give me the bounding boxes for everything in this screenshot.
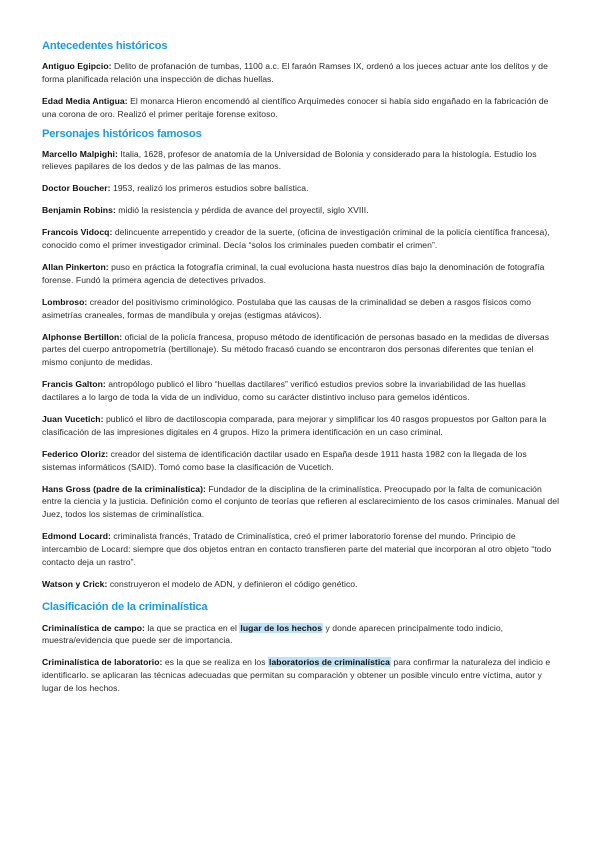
document-page — [42, 40, 560, 704]
paragraph-galton — [42, 378, 560, 404]
definition: El monarca Hieron encomendó al científico Arquímedes conocer si había sido engañado en la fabricación de una corona de oro. Realizó el primer peritaje forense exitoso. — [42, 95, 549, 119]
paragraph-antiguo-egipcio — [42, 60, 560, 86]
definition: Italia, 1628, profesor de anatomía de la Universidad de Bolonia y considerado para la histología. Estudio los relieves papilares de los dedos y de las palmas de las manos. — [42, 148, 537, 172]
term: Allan Pinkerton: — [42, 262, 109, 273]
paragraph-vidocq — [42, 226, 560, 252]
paragraph-vucetich — [42, 413, 560, 439]
term: Francois Vidocq: — [42, 227, 113, 238]
term: Criminalística de campo: — [42, 622, 145, 633]
paragraph-gross — [42, 483, 560, 521]
term: Edmond Locard: — [42, 531, 111, 542]
definition-start: es la que se realiza en los — [162, 657, 269, 668]
definition: midió la resistencia y pérdida de avance del proyectil, siglo XVIII. — [115, 205, 369, 216]
definition: creador del positivismo criminológico. Postulaba que las causas de la criminalidad se deben a rasgos físicos como asimetrías craneales, formas de mandíbula y orejas (estigmas atávicos). — [42, 296, 532, 320]
definition-end: y donde aparecen principalmente todo indicio, muestra/evidencia que puede ser de importancia. — [42, 622, 504, 646]
paragraph-criminalistica-laboratorio — [42, 656, 560, 694]
definition: publicó el libro de dactiloscopia comparada, para mejorar y simplificar los 40 rasgos propuestos por Galton para la clasificación de las impresiones digitales en 4 grupos. Hizo la primera identificación en un caso criminal. — [42, 414, 547, 437]
definition-start: la que se practica en el — [144, 622, 240, 633]
highlighted-text: lugar de los hechos — [240, 622, 323, 633]
definition: Delito de profanación de tumbas, 1100 a.c. El faraón Ramses IX, ordenó a los jueces actuar ante los delitos y de forma planificada relación una inspección de dichas huellas. — [42, 61, 548, 84]
paragraph-pinkerton — [42, 261, 560, 287]
heading-clasificacion: Clasificación de la criminalística — [42, 600, 208, 613]
term: Alphonse Bertillon: — [42, 331, 123, 342]
term: Juan Vucetich: — [42, 414, 104, 425]
definition: creador del sistema de identificación dactilar usado en España desde 1911 hasta 1982 con la llegada de los sistemas informáticos (SAID). Tomó como base la clasificación de Vucetich. — [42, 448, 527, 472]
definition: delincuente arrepentido y creador de la suerte, (oficina de investigación criminal de la policía científica francesa), conocido como el primer investigador criminal. Decía “solos los criminales pueden combatir el crimen”. — [42, 227, 550, 251]
term: Edad Media Antigua: — [42, 95, 128, 106]
term: Marcello Malpighi: — [42, 148, 118, 159]
paragraph-lombroso — [42, 296, 560, 322]
term: Hans Gross (padre de la criminalística): — [42, 483, 206, 494]
definition: 1953, realizó los primeros estudios sobre balística. — [110, 183, 309, 194]
heading-antecedentes: Antecedentes históricos — [42, 40, 168, 52]
definition: oficial de la policía francesa, propuso método de identificación de personas basado en la medidas de diversas partes del cuerpo antropometría (bertillonaje). Su método fracasó cuando se encontraron dos personas diferentes que tenían el mismo conjunto de medidas. — [42, 331, 550, 368]
definition: Fundador de la disciplina de la criminalística. Preocupado por la falta de comunicación entre la ciencia y la justicia. Definición como el conjunto de teorías que refieren al esclarecimiento de los casos criminales. Manual del Juez, todos los sistemas de criminalística. — [42, 483, 560, 520]
paragraph-locard — [42, 530, 560, 568]
paragraph-malpighi — [42, 148, 560, 174]
term: Federico Oloriz: — [42, 448, 109, 459]
paragraph-criminalistica-campo — [42, 622, 560, 648]
paragraph-watson-crick — [42, 578, 560, 591]
paragraph-edad-media — [42, 95, 560, 121]
definition: construyeron el modelo de ADN, y definieron el código genético. — [107, 578, 358, 589]
paragraph-bertillon — [42, 331, 560, 369]
definition: puso en práctica la fotografía criminal, la cual evoluciona hasta nuestros días bajo la denominación de fotografía forense. Fundó la primera agencia de detectives privados. — [42, 262, 545, 285]
term: Watson y Crick: — [42, 578, 108, 589]
paragraph-boucher — [42, 182, 560, 195]
term: Benjamin Robins: — [42, 205, 116, 216]
term: Francis Galton: — [42, 379, 106, 390]
term: Criminalística de laboratorio: — [42, 657, 163, 668]
definition: antropólogo publicó el libro “huellas dactilares” verificó estudios previos sobre la invariabilidad de las huellas dactilares a lo largo de toda la vida de un individuo, como su carácter distintivo incluso para gemelos idénticos. — [42, 379, 526, 403]
term: Antiguo Egipcio: — [42, 61, 112, 71]
term: Doctor Boucher: — [42, 183, 111, 194]
heading-personajes: Personajes históricos famosos — [42, 127, 202, 140]
definition-end: para confirmar la naturaleza del indicio e identificarlo. se aplicaran las técnicas adecuadas que permitan su comparación y obtener un posible vinculo entre víctima, autor y lugar de los hechos. — [42, 657, 551, 693]
highlighted-text: laboratorios de criminalística — [269, 657, 390, 668]
definition: criminalista francés, Tratado de Criminalística, creó el primer laboratorio forense del mundo. Principio de intercambio de Locard: siempre que dos objetos entran en contacto transfieren parte del material que incorporan al otro objeto “todo contacto deja un rastro”. — [42, 531, 552, 567]
term: Lombroso: — [42, 296, 88, 307]
paragraph-robins — [42, 204, 560, 217]
paragraph-oloriz — [42, 448, 560, 474]
